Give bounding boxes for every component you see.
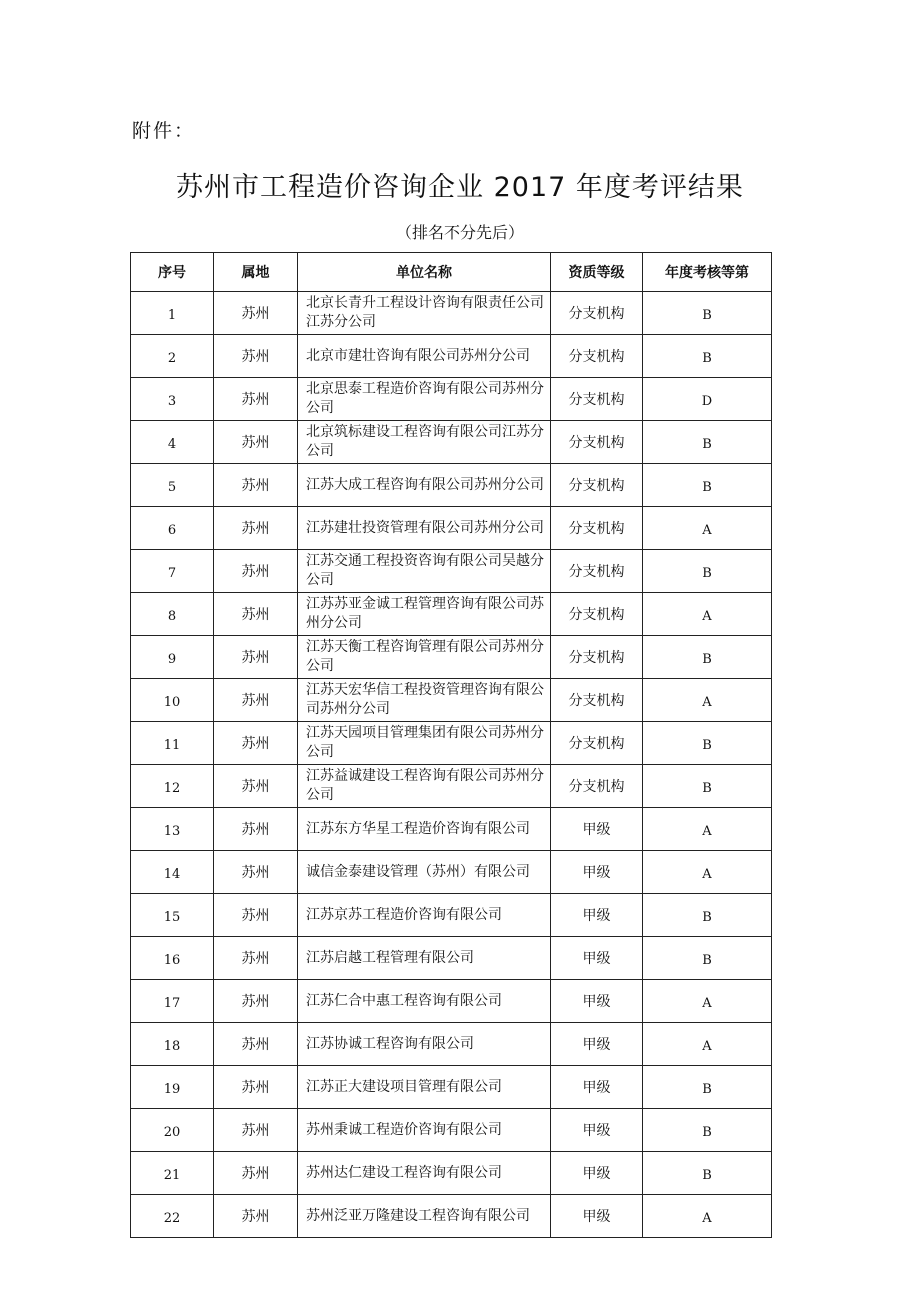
table-row [131,765,772,808]
qualification-cell: 甲级 [551,1152,643,1195]
qualification-cell: 分支机构 [551,550,643,593]
grade-cell: D [643,378,772,421]
serial-cell: 9 [131,636,214,679]
unit-name-cell: 江苏天衡工程咨询管理有限公司苏州分公司 [298,636,551,679]
unit-name-cell: 江苏启越工程管理有限公司 [298,937,551,980]
grade-cell: B [643,550,772,593]
serial-cell: 19 [131,1066,214,1109]
serial-cell: 7 [131,550,214,593]
grade-cell: B [643,636,772,679]
qualification-cell: 甲级 [551,980,643,1023]
region-cell: 苏州 [214,1195,298,1238]
unit-name-cell: 诚信金泰建设管理（苏州）有限公司 [298,851,551,894]
qualification-cell: 分支机构 [551,507,643,550]
qualification-cell: 甲级 [551,937,643,980]
serial-cell: 15 [131,894,214,937]
qualification-cell: 分支机构 [551,679,643,722]
column-header-annual-grade: 年度考核等第 [643,253,772,292]
serial-cell: 17 [131,980,214,1023]
unit-name-cell: 江苏京苏工程造价咨询有限公司 [298,894,551,937]
grade-cell: A [643,808,772,851]
qualification-cell: 分支机构 [551,593,643,636]
qualification-cell: 甲级 [551,1023,643,1066]
qualification-cell: 甲级 [551,851,643,894]
region-cell: 苏州 [214,292,298,335]
region-cell: 苏州 [214,808,298,851]
region-cell: 苏州 [214,765,298,808]
region-cell: 苏州 [214,378,298,421]
unit-name-cell: 江苏仁合中惠工程咨询有限公司 [298,980,551,1023]
grade-cell: A [643,1023,772,1066]
table-row [131,679,772,722]
qualification-cell: 分支机构 [551,722,643,765]
table-row [131,1195,772,1238]
unit-name-cell: 苏州秉诚工程造价咨询有限公司 [298,1109,551,1152]
serial-cell: 20 [131,1109,214,1152]
grade-cell: A [643,679,772,722]
region-cell: 苏州 [214,636,298,679]
document-subtitle: （排名不分先后） [395,223,524,242]
table-header-row [131,253,772,292]
unit-name-cell: 江苏天园项目管理集团有限公司苏州分公司 [298,722,551,765]
document-title: 苏州市工程造价咨询企业 2017 年度考评结果 [176,172,744,203]
serial-cell: 3 [131,378,214,421]
table-row [131,894,772,937]
column-header-serial: 序号 [131,253,214,292]
table-row [131,1152,772,1195]
serial-cell: 14 [131,851,214,894]
serial-cell: 10 [131,679,214,722]
region-cell: 苏州 [214,507,298,550]
evaluation-results-table [130,252,772,1238]
grade-cell: A [643,851,772,894]
qualification-cell: 甲级 [551,1066,643,1109]
qualification-cell: 分支机构 [551,765,643,808]
unit-name-cell: 苏州泛亚万隆建设工程咨询有限公司 [298,1195,551,1238]
serial-cell: 22 [131,1195,214,1238]
serial-cell: 21 [131,1152,214,1195]
region-cell: 苏州 [214,894,298,937]
serial-cell: 18 [131,1023,214,1066]
qualification-cell: 分支机构 [551,292,643,335]
unit-name-cell: 江苏大成工程咨询有限公司苏州分公司 [298,464,551,507]
qualification-cell: 分支机构 [551,421,643,464]
serial-cell: 2 [131,335,214,378]
qualification-cell: 分支机构 [551,335,643,378]
table-row [131,636,772,679]
table-row [131,1066,772,1109]
unit-name-cell: 江苏正大建设项目管理有限公司 [298,1066,551,1109]
grade-cell: B [643,937,772,980]
region-cell: 苏州 [214,722,298,765]
table-row [131,464,772,507]
table-row [131,851,772,894]
region-cell: 苏州 [214,550,298,593]
unit-name-cell: 江苏交通工程投资咨询有限公司吴越分公司 [298,550,551,593]
serial-cell: 8 [131,593,214,636]
serial-cell: 11 [131,722,214,765]
grade-cell: B [643,1066,772,1109]
qualification-cell: 分支机构 [551,464,643,507]
table-row [131,1023,772,1066]
table-row [131,507,772,550]
table-row [131,421,772,464]
table-row [131,292,772,335]
grade-cell: B [643,335,772,378]
grade-cell: B [643,894,772,937]
region-cell: 苏州 [214,1066,298,1109]
column-header-region: 属地 [214,253,298,292]
grade-cell: A [643,980,772,1023]
qualification-cell: 甲级 [551,1109,643,1152]
grade-cell: B [643,722,772,765]
serial-cell: 16 [131,937,214,980]
serial-cell: 4 [131,421,214,464]
qualification-cell: 分支机构 [551,636,643,679]
qualification-cell: 甲级 [551,1195,643,1238]
serial-cell: 5 [131,464,214,507]
table-row [131,937,772,980]
region-cell: 苏州 [214,937,298,980]
table-row [131,722,772,765]
column-header-qualification: 资质等级 [551,253,643,292]
region-cell: 苏州 [214,679,298,722]
serial-cell: 13 [131,808,214,851]
region-cell: 苏州 [214,593,298,636]
table-row [131,593,772,636]
unit-name-cell: 北京长青升工程设计咨询有限责任公司江苏分公司 [298,292,551,335]
region-cell: 苏州 [214,421,298,464]
grade-cell: A [643,507,772,550]
grade-cell: A [643,593,772,636]
serial-cell: 1 [131,292,214,335]
attachment-label: 附件： [132,120,196,142]
table-row [131,808,772,851]
table-row [131,1109,772,1152]
serial-cell: 12 [131,765,214,808]
grade-cell: B [643,464,772,507]
grade-cell: B [643,1152,772,1195]
unit-name-cell: 江苏苏亚金诚工程管理咨询有限公司苏州分公司 [298,593,551,636]
grade-cell: B [643,421,772,464]
unit-name-cell: 江苏协诚工程咨询有限公司 [298,1023,551,1066]
table-row [131,378,772,421]
region-cell: 苏州 [214,335,298,378]
unit-name-cell: 江苏建壮投资管理有限公司苏州分公司 [298,507,551,550]
unit-name-cell: 江苏天宏华信工程投资管理咨询有限公司苏州分公司 [298,679,551,722]
unit-name-cell: 江苏益诚建设工程咨询有限公司苏州分公司 [298,765,551,808]
qualification-cell: 甲级 [551,808,643,851]
grade-cell: B [643,765,772,808]
region-cell: 苏州 [214,851,298,894]
unit-name-cell: 北京思泰工程造价咨询有限公司苏州分公司 [298,378,551,421]
unit-name-cell: 北京筑标建设工程咨询有限公司江苏分公司 [298,421,551,464]
table-row [131,335,772,378]
region-cell: 苏州 [214,1109,298,1152]
region-cell: 苏州 [214,1023,298,1066]
grade-cell: B [643,1109,772,1152]
table-row [131,980,772,1023]
serial-cell: 6 [131,507,214,550]
table-row [131,550,772,593]
unit-name-cell: 苏州达仁建设工程咨询有限公司 [298,1152,551,1195]
region-cell: 苏州 [214,1152,298,1195]
column-header-unit-name: 单位名称 [298,253,551,292]
region-cell: 苏州 [214,464,298,507]
unit-name-cell: 北京市建壮咨询有限公司苏州分公司 [298,335,551,378]
qualification-cell: 甲级 [551,894,643,937]
grade-cell: A [643,1195,772,1238]
qualification-cell: 分支机构 [551,378,643,421]
region-cell: 苏州 [214,980,298,1023]
grade-cell: B [643,292,772,335]
unit-name-cell: 江苏东方华星工程造价咨询有限公司 [298,808,551,851]
